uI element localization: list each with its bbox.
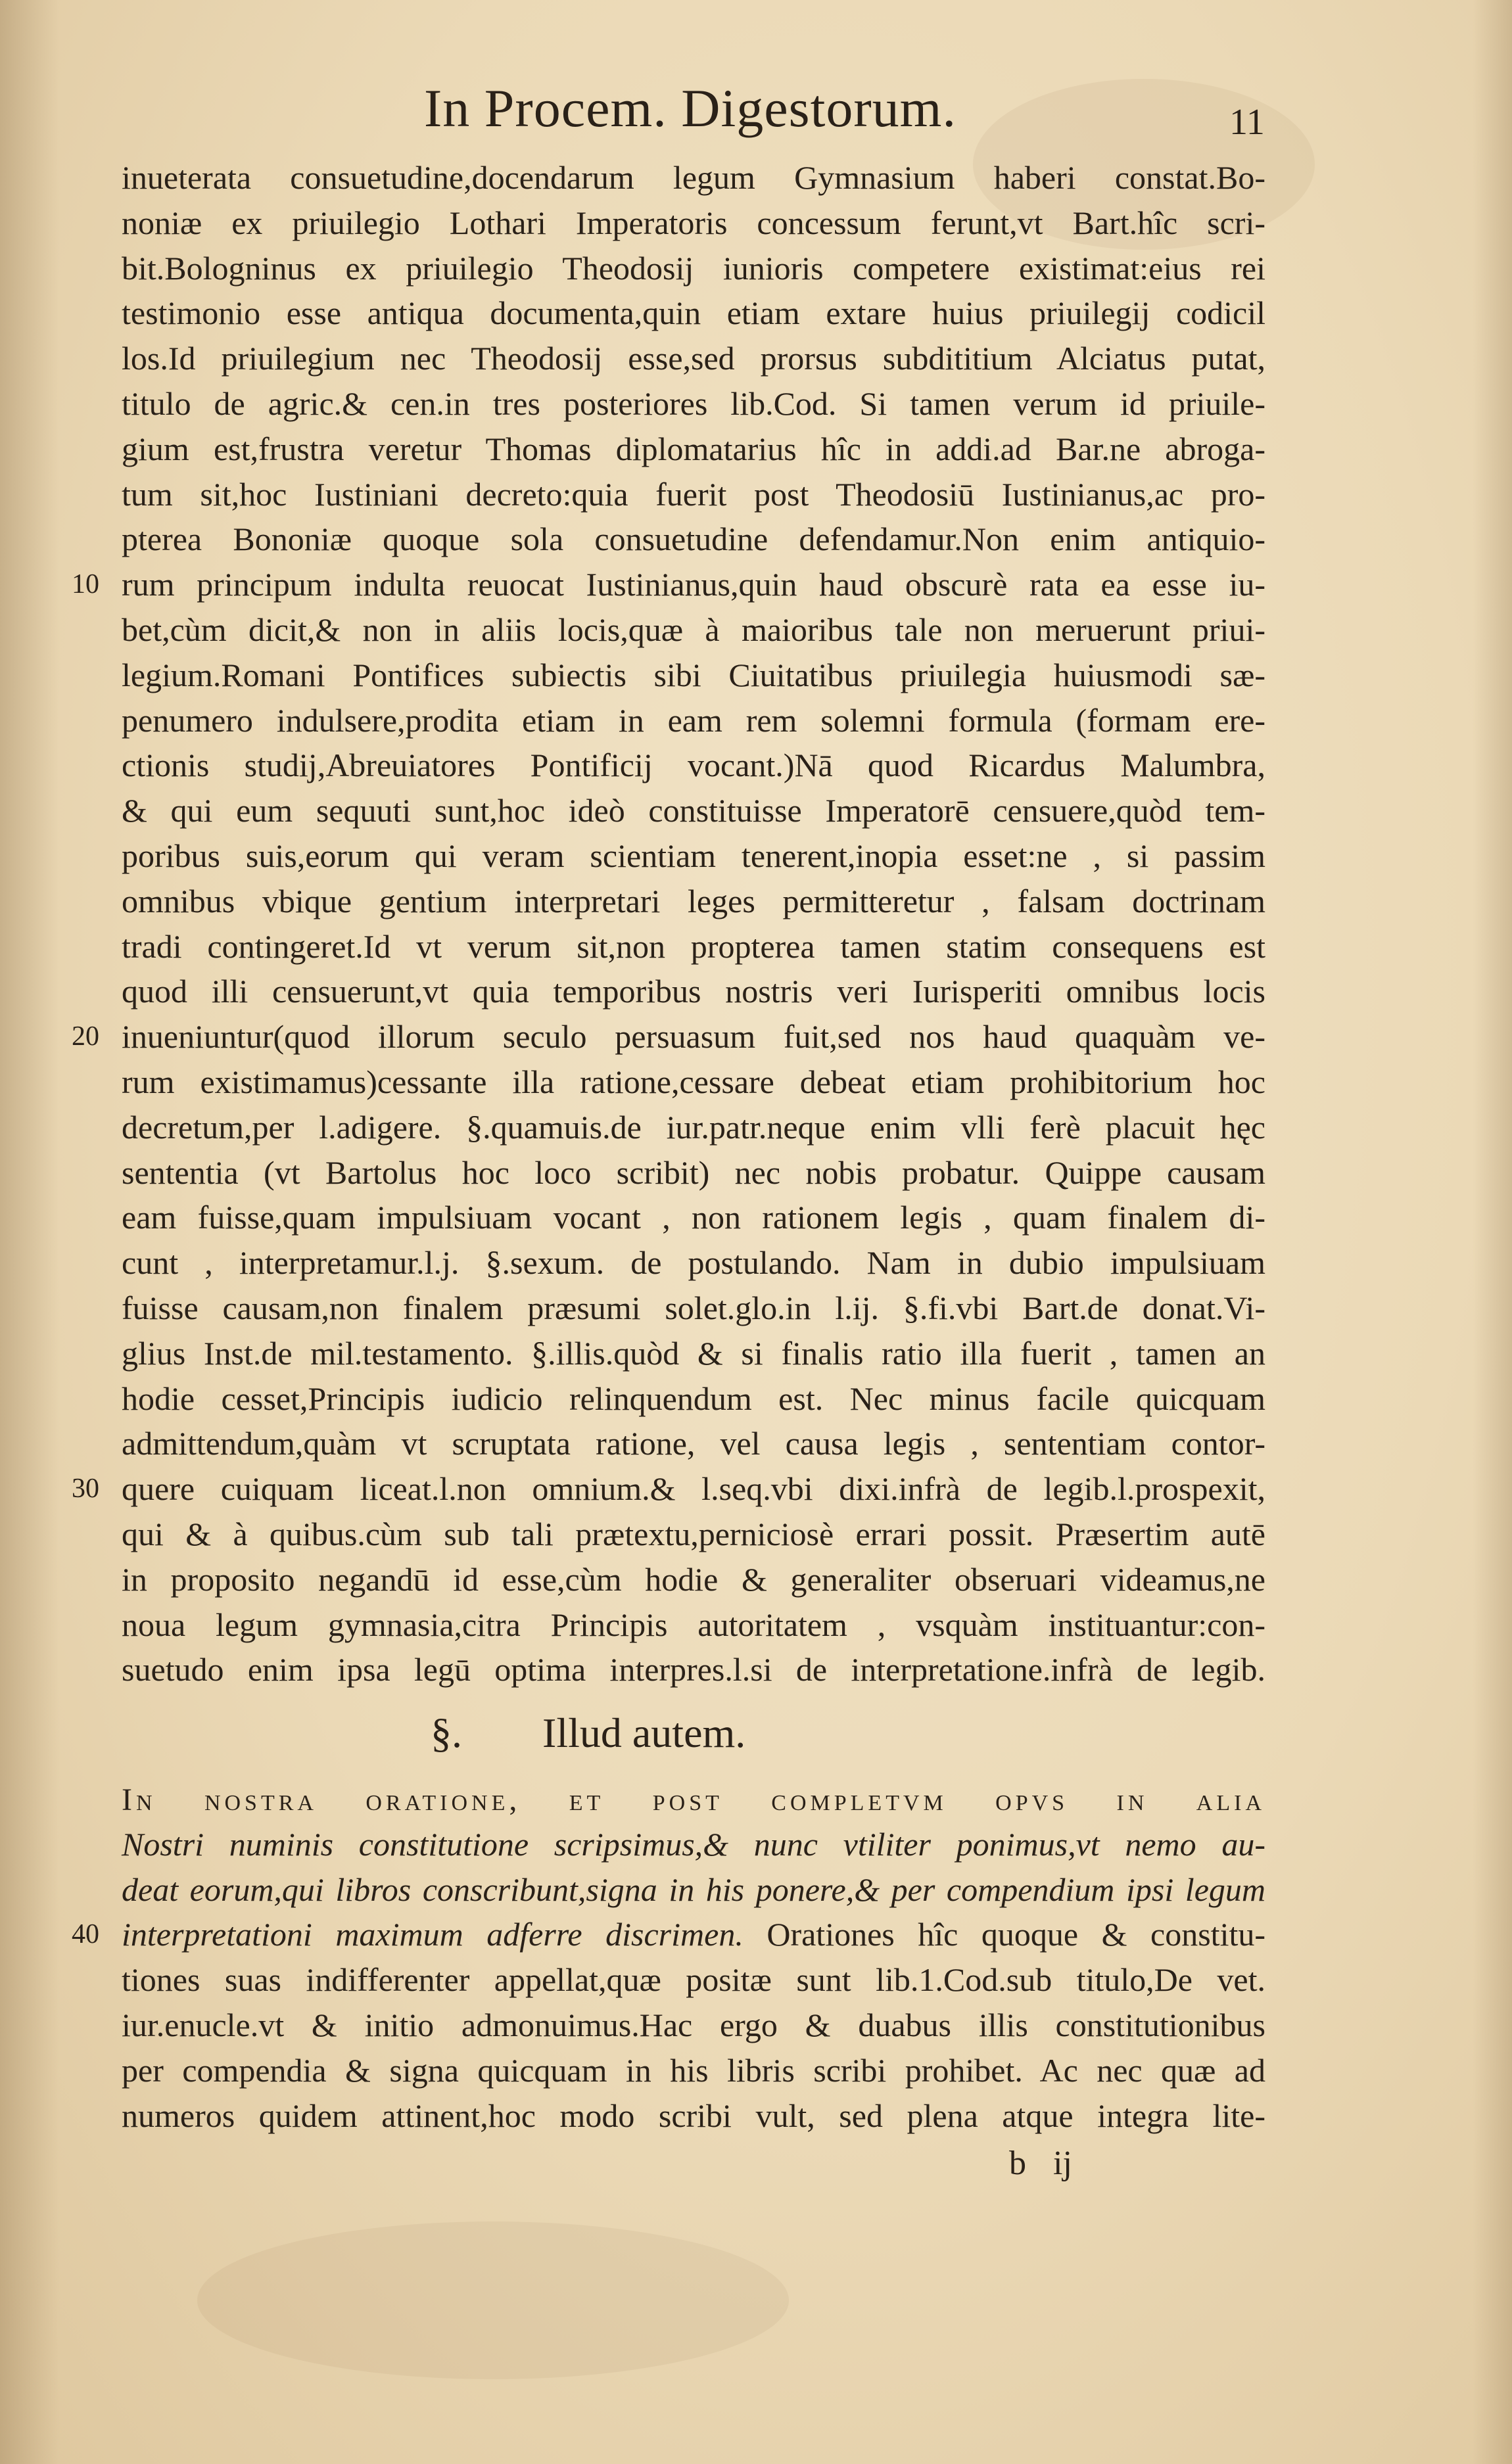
text-line xyxy=(122,200,1265,246)
text-line xyxy=(122,1059,1265,1105)
line-text: numeros quidem attinent,hoc modo scribi vult, sed plena atque integra lite- xyxy=(122,2097,1265,2134)
line-text: quod illi censuerunt,vt quia temporibus nostris veri Iurisperiti omnibus locis xyxy=(122,973,1265,1010)
quoted-text: interpretationi maximum adferre discrimen. xyxy=(122,1916,744,1953)
line-text: admittendum,quàm vt scruptata ratione, vel causa legis , sententiam contor- xyxy=(122,1425,1265,1462)
text-line xyxy=(122,743,1265,788)
line-text: noniæ ex priuilegio Lothari Imperatoris concessum ferunt,vt Bart.hîc scri- xyxy=(122,204,1265,241)
text-line xyxy=(122,2048,1265,2093)
text-line xyxy=(122,969,1265,1014)
line-text: qui & à quibus.cùm sub tali prætextu,perniciosè errari possit. Præsertim autē xyxy=(122,1515,1265,1552)
text-line xyxy=(72,1014,1265,1059)
line-text: inueniuntur(quod illorum seculo persuasum fuit,sed nos haud quaquàm ve- xyxy=(122,1018,1265,1056)
line-text: noua legum gymnasia,citra Principis autoritatem , vsquàm instituantur:con- xyxy=(122,1606,1265,1643)
text-line xyxy=(122,879,1265,924)
line-text: decretum,per l.adigere. §.quamuis.de iur.patr.neque enim vlli ferè placuit hęc xyxy=(122,1108,1265,1146)
text-line xyxy=(122,1421,1265,1466)
text-line xyxy=(122,1376,1265,1422)
folio-number: 11 xyxy=(1229,102,1265,143)
paper-stain xyxy=(197,2221,789,2379)
line-text: gium est,frustra veretur Thomas diplomatarius hîc in addi.ad Bar.ne abroga- xyxy=(122,430,1265,467)
text-line xyxy=(122,1240,1265,1286)
line-text: bet,cùm dicit,& non in aliis locis,quæ à maioribus tale non meruerunt priui- xyxy=(122,611,1265,648)
line-text: penumero indulsere,prodita etiam in eam rem solemni formula (formam ere- xyxy=(122,701,1265,739)
text-line xyxy=(122,155,1265,200)
line-text: quere cuiquam liceat.l.non omnium.& l.seq.vbi dixi.infrà de legib.l.prospexit, xyxy=(122,1470,1265,1508)
text-line xyxy=(72,1912,1266,1957)
section-heading xyxy=(431,1709,745,1757)
page-header xyxy=(0,78,1512,150)
text-line xyxy=(122,1777,1265,1822)
text-line xyxy=(72,562,1265,607)
line-text: & qui eum sequuti sunt,hoc ideò constituisse Imperatorē censuere,quòd tem- xyxy=(122,792,1265,829)
line-text: inueterata consuetudine,docendarum legum Gymnasium haberi constat.Bo- xyxy=(122,159,1265,196)
line-text: poribus suis,eorum qui veram scientiam tenerent,inopia esset:ne , si passim xyxy=(122,837,1265,874)
text-line xyxy=(122,1105,1265,1150)
line-text: deat eorum,qui libros conscribunt,signa in his ponere,& per compendium ipsi legum xyxy=(122,1871,1265,1908)
text-line xyxy=(122,1867,1265,1913)
line-text: pterea Bononiæ quoque sola consuetudine defendamur.Non enim antiquio- xyxy=(122,521,1265,558)
text-line xyxy=(122,1557,1265,1602)
line-text: tum sit,hoc Iustiniani decreto:quia fuerit post Theodosiū Iustinianus,ac pro- xyxy=(122,475,1265,513)
text-line xyxy=(122,1286,1265,1331)
line-text: per compendia & signa quicquam in his libris scribi prohibet. Ac nec quæ ad xyxy=(122,2051,1265,2089)
line-text: fuisse causam,non finalem præsumi solet.glo.in l.ij. §.fi.vbi Bart.de donat.Vi- xyxy=(122,1289,1265,1326)
text-line xyxy=(122,291,1265,336)
line-text: In nostra oratione, et post completvm opvs in alia xyxy=(122,1782,1265,1817)
line-text: bit.Bologninus ex priuilegio Theodosij iunioris competere existimat:eius rei xyxy=(122,249,1265,287)
text-line xyxy=(122,381,1265,427)
text-line xyxy=(122,1647,1265,1692)
text-line xyxy=(72,1466,1265,1512)
text-line xyxy=(122,1512,1265,1557)
text-line xyxy=(122,833,1265,879)
line-text: iur.enucle.vt & initio admonuimus.Hac ergo & duabus illis constitutionibus xyxy=(122,2006,1265,2043)
line-text: Orationes hîc quoque & constitu- xyxy=(743,1916,1266,1953)
text-line xyxy=(122,924,1265,969)
text-line xyxy=(122,246,1265,291)
text-line xyxy=(122,472,1265,517)
text-line xyxy=(122,788,1265,833)
line-text: hodie cesset,Principis iudicio relinquendum est. Nec minus facile quicquam xyxy=(122,1380,1265,1417)
line-text: omnibus vbique gentium interpretari leges permitteretur , falsam doctrinam xyxy=(122,882,1265,919)
line-number: 10 xyxy=(72,569,99,600)
line-number: 30 xyxy=(72,1474,99,1504)
gutter-shadow xyxy=(0,0,59,2464)
line-text: tiones suas indifferenter appellat,quæ positæ sunt lib.1.Cod.sub titulo,De vet. xyxy=(122,1961,1265,1999)
line-text: glius Inst.de mil.testamento. §.illis.quòd & si finalis ratio illa fuerit , tamen an xyxy=(122,1334,1265,1372)
signature-mark: b ij xyxy=(1009,2145,1072,2182)
line-text: ctionis studij,Abreuiatores Pontificij vocant.)Nā quod Ricardus Malumbra, xyxy=(122,747,1265,784)
text-line xyxy=(122,1822,1265,1867)
text-line xyxy=(122,517,1265,562)
text-line xyxy=(122,427,1265,472)
text-line xyxy=(122,653,1265,698)
line-text: tradi contingeret.Id vt verum sit,non propterea tamen statim consequens est xyxy=(122,927,1265,965)
line-text: cunt , interpretamur.l.j. §.sexum. de postulando. Nam in dubio impulsiuam xyxy=(122,1244,1265,1282)
text-line xyxy=(122,336,1265,381)
line-text: sententia (vt Bartolus hoc loco scribit) nec nobis probatur. Quippe causam xyxy=(122,1153,1265,1191)
text-line xyxy=(122,607,1265,653)
line-number: 20 xyxy=(72,1021,99,1052)
line-number: 40 xyxy=(72,1919,99,1950)
line-text: eam fuisse,quam impulsiuam vocant , non rationem legis , quam finalem di- xyxy=(122,1199,1265,1236)
line-text: rum existimamus)cessante illa ratione,cessare debeat etiam prohibitorium hoc xyxy=(122,1063,1265,1100)
text-line xyxy=(122,1150,1265,1196)
running-head: In Procem. Digestorum. xyxy=(424,78,957,138)
line-text: in proposito negandū id esse,cùm hodie & generaliter obseruari videamus,ne xyxy=(122,1560,1265,1598)
line-text: titulo de agric.& cen.in tres posteriores lib.Cod. Si tamen verum id priuile- xyxy=(122,384,1265,422)
text-line xyxy=(122,2003,1265,2048)
line-text: testimonio esse antiqua documenta,quin etiam extare huius priuilegij codicil xyxy=(122,294,1265,332)
text-line xyxy=(122,1331,1265,1376)
text-line xyxy=(122,698,1265,743)
line-text: legium.Romani Pontifices subiectis sibi Ciuitatibus priuilegia huiusmodi sæ- xyxy=(122,656,1265,693)
text-line xyxy=(122,1957,1265,2003)
text-line xyxy=(122,2093,1265,2139)
commentary-block xyxy=(72,1777,1266,2138)
text-line xyxy=(122,1602,1265,1648)
edge-shadow xyxy=(1473,0,1512,2464)
line-text: rum principum indulta reuocat Iustinianus,quin haud obscurè rata ea esse iu- xyxy=(122,566,1265,603)
line-text: suetudo enim ipsa legū optima interpres.l.si de interpretatione.infrà de legib. xyxy=(122,1651,1265,1688)
section-sign: §. xyxy=(431,1709,462,1756)
line-text: los.Id priuilegium nec Theodosij esse,sed prorsus subdititium Alciatus putat, xyxy=(122,340,1265,377)
line-text: Nostri numinis constitutione scripsimus,& nunc vtiliter ponimus,vt nemo au- xyxy=(122,1825,1265,1863)
text-line xyxy=(122,1195,1265,1240)
section-title: Illud autem. xyxy=(542,1709,746,1756)
main-text-block xyxy=(72,155,1265,1692)
